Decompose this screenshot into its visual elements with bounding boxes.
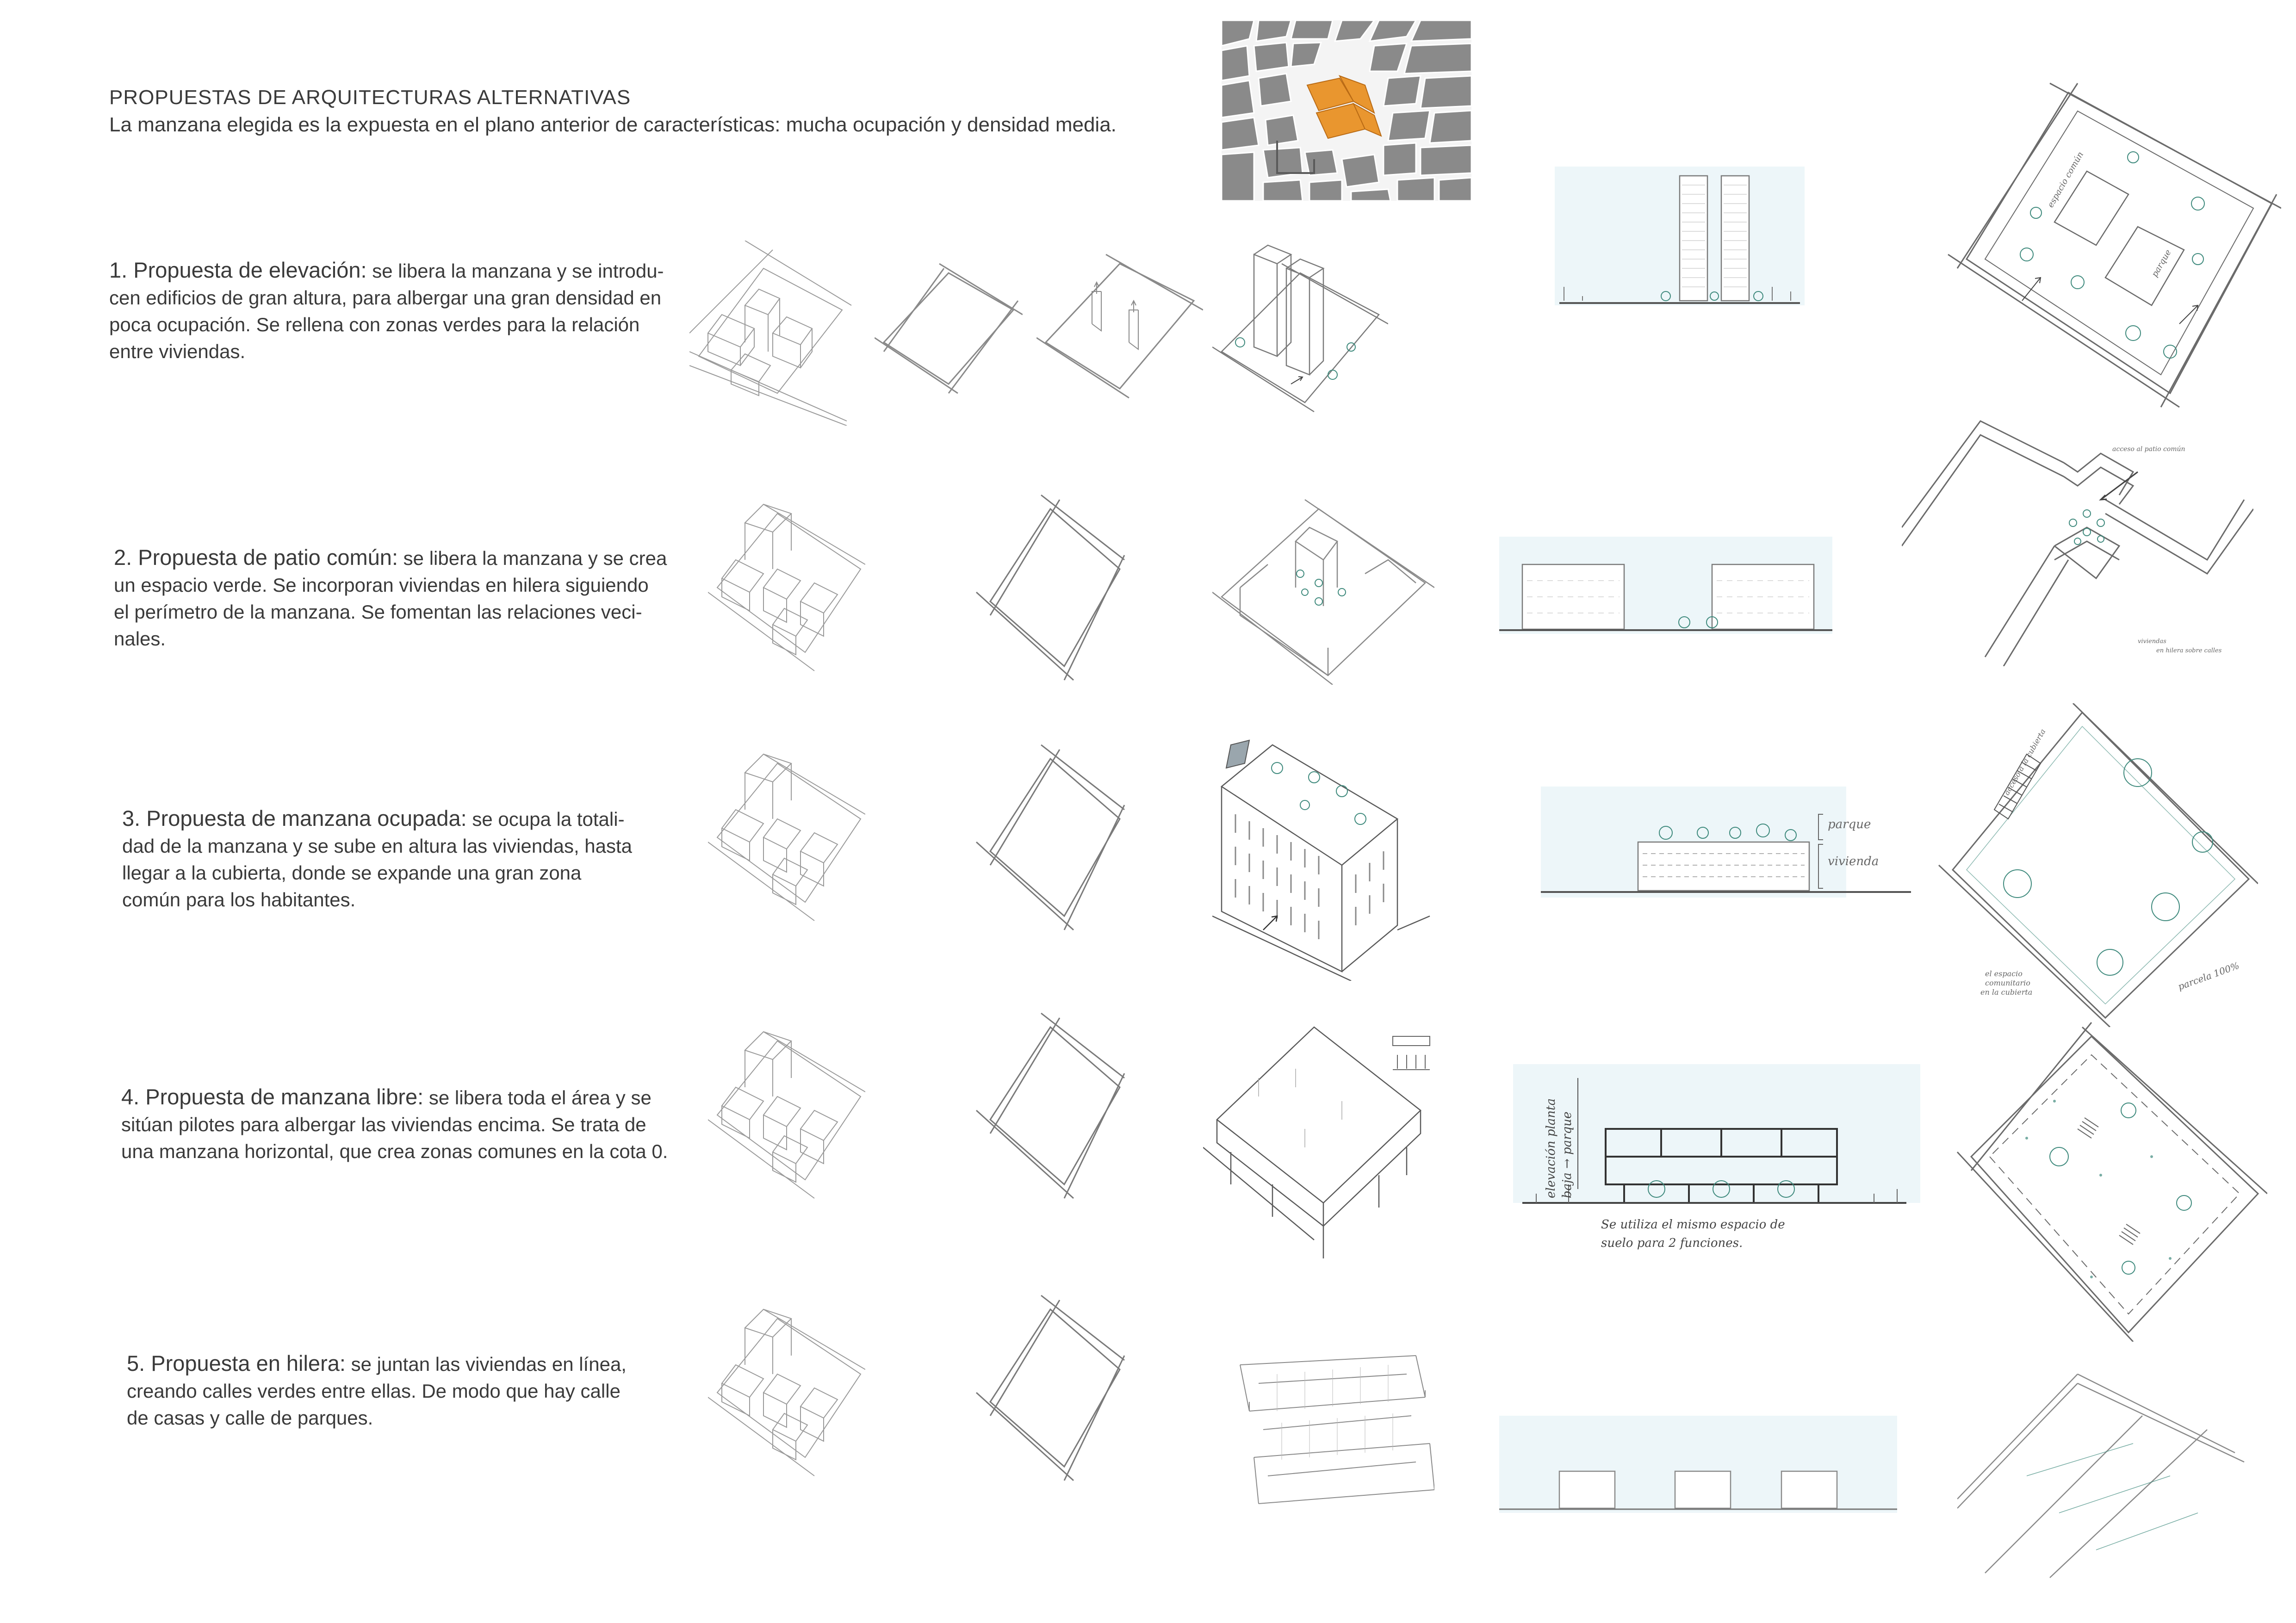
proposal-3-text bbox=[122, 805, 696, 913]
proposal-4-line-2: sitúan pilotes para albergar las viviendas encima. Se trata de bbox=[121, 1114, 646, 1135]
proposal-1-existing-block-sketch bbox=[689, 241, 856, 426]
p2-plan-label-courtyard-access: acceso al patio común bbox=[2112, 446, 2185, 453]
p4-section-note-2: suelo para 2 funciones. bbox=[1601, 1236, 1743, 1250]
proposal-2-text bbox=[114, 544, 688, 652]
proposal-5-line-1: se juntan las viviendas en línea, bbox=[345, 1353, 627, 1375]
sheet-subtitle: La manzana elegida es la expuesta en el plano anterior de características: mucha ocupación y densidad media. bbox=[109, 113, 1117, 136]
proposal-3-occupied-block-axonometric-sketch bbox=[1212, 726, 1434, 981]
proposal-5-rows-axonometric-sketch bbox=[1222, 1346, 1434, 1541]
proposal-2-line-1: se libera la manzana y se crea bbox=[398, 547, 667, 569]
p4-section-note-1: Se utiliza el mismo espacio de bbox=[1601, 1218, 1785, 1232]
proposal-3-line-1: se ocupa la totali- bbox=[466, 808, 625, 830]
proposal-1-section-sketch bbox=[1555, 167, 1805, 319]
proposal-4-empty-block-sketch bbox=[972, 1009, 1129, 1203]
proposal-1-towers-axonometric-sketch bbox=[1212, 236, 1388, 421]
proposal-3-title: 3. Propuesta de manzana ocupada: bbox=[122, 806, 467, 830]
proposal-1-towers-plan-sketch bbox=[1036, 250, 1203, 407]
proposal-1-line-3: poca ocupación. Se rellena con zonas verdes para la relación bbox=[109, 314, 640, 335]
proposal-1-text bbox=[109, 257, 683, 365]
proposal-2-existing-block-sketch bbox=[708, 477, 865, 675]
proposal-3-line-2: dad de la manzana y se sube en altura las viviendas, hasta bbox=[122, 835, 633, 857]
p4-section-vertical-label-2: baja → parque bbox=[1560, 1111, 1574, 1198]
proposal-1-line-4: entre viviendas. bbox=[109, 341, 246, 362]
proposal-3-plan-sketch bbox=[1934, 703, 2258, 1027]
p2-plan-label-row-houses: en hilera sobre calles bbox=[2156, 647, 2222, 654]
proposal-1-line-1: se libera la manzana y se introdu- bbox=[366, 260, 664, 282]
context-map bbox=[1222, 20, 1471, 201]
sheet-title: PROPUESTAS DE ARQUITECTURAS ALTERNATIVAS bbox=[109, 86, 631, 109]
proposal-4-title: 4. Propuesta de manzana libre: bbox=[121, 1084, 424, 1109]
proposal-4-plan-sketch bbox=[1953, 1018, 2267, 1342]
proposal-2-line-2: un espacio verde. Se incorporan viviendas en hilera siguiendo bbox=[114, 574, 649, 596]
proposal-2-line-4: nales. bbox=[114, 628, 166, 650]
p2-plan-label-dwellings: viviendas bbox=[2138, 638, 2166, 645]
proposal-5-plan-sketch bbox=[1957, 1360, 2253, 1582]
p3-section-label-dwelling: vivienda bbox=[1828, 855, 1879, 868]
proposal-5-empty-block-sketch bbox=[972, 1291, 1129, 1485]
proposal-3-section-sketch bbox=[1541, 787, 1920, 907]
p3-plan-note-2: comunitario bbox=[1985, 979, 2030, 987]
proposal-1-line-2: cen edificios de gran altura, para albergar una gran densidad en bbox=[109, 287, 662, 309]
proposal-4-text bbox=[121, 1084, 695, 1165]
sheet-header bbox=[109, 84, 1117, 139]
proposal-1-title: 1. Propuesta de elevación: bbox=[109, 258, 367, 282]
p4-section-vertical-label-1: elevación planta bbox=[1544, 1098, 1558, 1198]
p3-plan-note-1: el espacio bbox=[1985, 969, 2023, 978]
proposal-4-section-sketch bbox=[1513, 1064, 1930, 1258]
proposal-1-plan-sketch bbox=[1939, 74, 2281, 412]
p1-plan-label-park: parque bbox=[2150, 248, 2173, 279]
proposal-4-existing-block-sketch bbox=[708, 1004, 865, 1203]
proposal-4-line-3: una manzana horizontal, que crea zonas comunes en la cota 0. bbox=[121, 1140, 668, 1162]
proposal-3-line-4: común para los habitantes. bbox=[122, 889, 356, 911]
proposal-5-line-2: creando calles verdes entre ellas. De modo que hay calle bbox=[127, 1380, 621, 1402]
proposal-2-empty-block-sketch bbox=[972, 490, 1129, 685]
proposal-3-empty-block-sketch bbox=[972, 740, 1129, 935]
proposal-3-line-3: llegar a la cubierta, donde se expande una gran zona bbox=[122, 862, 582, 884]
p3-plan-label-ramp: acceso a la cubierta bbox=[2002, 727, 2048, 797]
proposal-2-courtyard-axonometric-sketch bbox=[1212, 481, 1434, 685]
proposal-5-text bbox=[127, 1350, 701, 1431]
p3-plan-note-3: en la cubierta bbox=[1980, 988, 2033, 997]
p3-section-label-park: parque bbox=[1828, 818, 1871, 831]
p3-plan-label-parcel: parcela 100% bbox=[2176, 960, 2241, 992]
proposal-5-title: 5. Propuesta en hilera: bbox=[127, 1351, 346, 1375]
p1-plan-label-common-space: espacio común bbox=[2046, 150, 2086, 210]
proposal-4-pilotis-axonometric-sketch bbox=[1203, 1018, 1462, 1268]
proposal-5-section-sketch bbox=[1499, 1416, 1897, 1518]
proposal-5-existing-block-sketch bbox=[708, 1282, 865, 1481]
proposal-2-line-3: el perímetro de la manzana. Se fomentan las relaciones veci- bbox=[114, 601, 642, 623]
proposal-2-title: 2. Propuesta de patio común: bbox=[114, 545, 398, 570]
proposal-4-line-1: se libera toda el área y se bbox=[423, 1087, 652, 1109]
proposal-2-section-sketch bbox=[1499, 537, 1832, 638]
proposal-5-line-3: de casas y calle de parques. bbox=[127, 1407, 373, 1429]
proposal-3-existing-block-sketch bbox=[708, 726, 865, 925]
proposal-1-empty-block-sketch bbox=[875, 259, 1023, 398]
proposal-2-plan-sketch bbox=[1902, 407, 2253, 666]
